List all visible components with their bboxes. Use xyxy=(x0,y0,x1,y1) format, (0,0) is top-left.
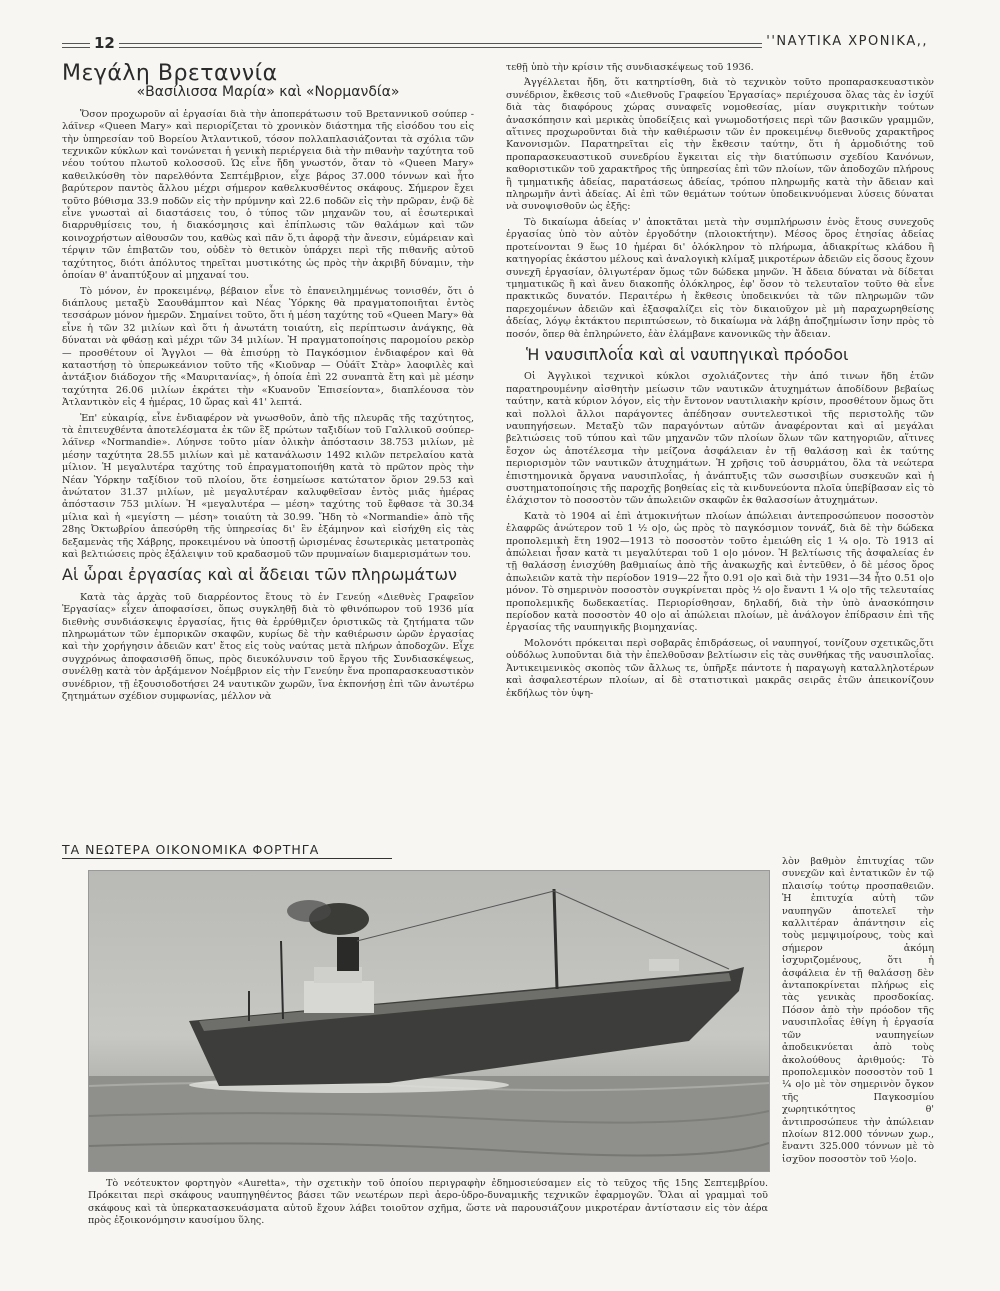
ship-photo xyxy=(88,870,770,1172)
article-paragraph: τεθῇ ὑπὸ τὴν κρίσιν τῆς συνδιασκέψεως τοῦ 1936. xyxy=(506,62,754,73)
page-header xyxy=(62,34,932,54)
article-paragraph: Ἀγγέλλεται ἤδη, ὅτι κατηρτίσθη, διὰ τὸ τεχνικὸν τοῦτο προπαρασκευαστικὸν συνέδριον, ἔκθεσις τοῦ «Διεθνοῦς Γραφείου Ἐργασίας» περιέχουσα ὅλας τὰς ἐν ἰσχύϊ διὰ τὰς διαφόρους χώρας συναφεῖς νομοθεσίας, μίαν συγκριτικὴν τούτων ἀνασκόπησιν καὶ μερικὰς ὑποδείξεις καὶ γνωμοδοτήσεις περὶ τῶν βασικῶν γραμμῶν, αἵτινες προχωροῦνται διὰ τὴν καθιέρωσιν τῶν ἐν προκειμένῳ διεθνοῦς χαρακτῆρος Κανονισμῶν. Παρατηρεῖται εἰς τὴν ἔκθεσιν ταύτην, ὅτι ἡ ἁρμοδιότης τοῦ προπαρασκευαστικοῦ συνεδρίου ἔγκειται εἰς τὴν διατύπωσιν σχεδίου Κανόνων, καθοριστικῶν τοῦ χαρακτῆρος τῆς ὑπηρεσίας ἐπὶ τῶν πλοίων, τῶν ἀποδοχῶν πλήρους ἢ τμηματικῆς ἀδείας, παρατάσεως ἀδείας, τρόπου πληρωμῆς κατὰ τὴν ἄδειαν καὶ πληρωμῆν ἀντὶ ἀδείας. Αἱ ἐπὶ τῶν θεμάτων τούτων ὑποδεικνυόμεναι λύσεις δύναται νὰ συνοψισθοῦν ὡς ἑξῆς: xyxy=(506,77,934,213)
article-paragraph: Τὸ μόνον, ἐν προκειμένῳ, βέβαιον εἶνε τὸ ἐπανειλημμένως τονισθέν, ὅτι ὁ διάπλους μεταξὺ Σαουθάμπτον καὶ Νέας Ὑόρκης θὰ πραγματοποιῆται ἐντὸς τεσσάρων μόνον ἡμερῶν. Σημαίνει τοῦτο, ὅτι ἡ μέση ταχύτης τοῦ «Queen Mary» θὰ εἶνε ἡ τῶν 32 μιλίων καὶ ὅτι ἡ ἀνωτάτη τοιαύτη, εἰς περίπτωσιν ἀνάγκης, θὰ δύναται νὰ φθάσῃ καὶ μέχρι τῶν 34 μιλίων. Ἡ πραγματοποίησις παρομοίου ρεκὸρ — προσθέτουν οἱ Ἄγγλοι — θὰ ἐπισύρῃ τὸ Παγκόσμιον ἐνδιαφέρον καὶ θὰ καταστήσῃ τὸ ὑπερωκεάνιον τοῦτο τῆς «Κιοῦναρ — Οὐάϊτ Στὰρ» λαοφιλὲς καὶ ἀντάξιον διάδοχον τῆς «Μαυριτανίας», ἡ ὁποία ἐπὶ 22 συναπτὰ ἔτη καὶ μὲ μέσην ταχύτητα 26.06 μιλίων ἐκράτει τὴν «Κυανοῦν Ἐπισείοντα», διαπλέουσα τὸν Ἀτλαντικὸν εἰς 4 ἡμέρας, 10 ὥρας καὶ 41' λεπτά. xyxy=(62,285,474,409)
article-subtitle: «Βασίλισσα Μαρία» καὶ «Νορμανδία» xyxy=(136,84,400,101)
page-number: 12 xyxy=(90,34,119,52)
photo-banner: ΤΑ ΝΕΩΤΕΡΑ ΟΙΚΟΝΟΜΙΚΑ ΦΟΡΤΗΓΑ xyxy=(62,842,392,859)
article-title: Μεγάλη Βρεταννία xyxy=(62,61,278,86)
article-paragraph: Οἱ Ἀγγλικοὶ τεχνικοὶ κύκλοι σχολιάζοντες τὴν ἀπό τινων ἤδη ἐτῶν παρατηρουμένην αἰσθητὴν μείωσιν τῶν ναυτικῶν ἀτυχημάτων ἀποδίδουν βεβαίως ταύτην, κατὰ κύριον λόγον, εἰς τὴν ἔντονον ναυτιλιακὴν κρίσιν, προσθέτουν ὅμως ὅτι καὶ πολλοὶ ἄλλοι παράγοντες ἀπέδησαν συντελεστικοὶ τῆς περιστολῆς τῶν ναυπηγήσεων. Μεταξὺ τῶν παραγόντων αὐτῶν ἀναφέρονται καὶ αἱ μεγάλαι βελτιώσεις τοῦ τύπου καὶ τῶν μηχανῶν τῶν πλοίων ὅλων τῶν κατηγοριῶν, αἵτινες ἔσχον ὡς ἀποτέλεσμα τὴν μείζονα ἀσφάλειαν ἐν τῇ θαλάσσῃ καὶ ἐκ ταύτης περιορισμὸν τῶν ναυτικῶν ἀτυχημάτων. Ἡ χρῆσις τοῦ ἀσυρμάτου, ὅλα τὰ νεώτερα ἐπιστημονικὰ ὄργανα ναυσιπλοΐας, ἡ ἀνάπτυξις τῶν σωσσιβίων συσκευῶν καὶ ἡ συστηματοποίησις τῆς παροχῆς βοηθείας εἰς τὰ κινδυνεύοντα πλοῖα ὑπεβίβασαν εἰς τὸ ἐλάχιστον τὸ ποσοστὸν τῶν ἀπωλειῶν σκαφῶν ἐκ θαλασσίων ἀτυχημάτων. xyxy=(506,371,934,507)
section-title: Αἱ ὧραι ἐργασίας καὶ αἱ ἄδειαι τῶν πληρωμάτων xyxy=(62,565,457,585)
ship-funnel xyxy=(337,937,359,971)
article-paragraph: Κατὰ τὸ 1904 αἱ ἐπὶ ἀτμοκινήτων πλοίων ἀπώλειαι ἀντεπροσώπευον ποσοστὸν ἐλαφρῶς ἀνώτερον τοῦ 1 ½ ο|ο, ὡς πρὸς τὸ παγκόσμιον τοννάζ, διὰ δὲ τὴν δώδεκα προπολεμικὴ ἔτη 1902—1913 τὸ ποσοστὸν τοῦτο ἐμειώθη εἰς 1 ¼ ο|ο. Τὸ 1913 αἱ ἀπώλειαι ἦσαν κατὰ τι μεγαλύτεραι τοῦ 1 ο|ο μόνον. Ἡ βελτίωσις τῆς ἀσφαλείας ἐν τῇ θαλάσσῃ ἐνισχύθη βαθμιαίως ἀπὸ τῆς ἀνακωχῆς καὶ ἐντεῦθεν, ὁ δὲ μέσος ὅρος ἀπωλειῶν κατὰ τὴν περίοδον 1919—22 ἦτο 0.91 ο|ο καὶ διὰ τὴν 1931—34 ἦτο 0.51 ο|ο μόνον. Τὸ σημερινὸν ποσοστὸν συγκρίνεται πρὸς ½ ο|ο ἔναντι 1 ¼ ο|ο τῆς τελευταίας προπολεμικῆς δωδεκαετίας. Περιορίσθησαν, δηλαδή, διὰ τὴν ὑπὸ ἀνασκόπησιν περίοδον κατὰ ποσοστὸν 40 ο|ο αἱ ἀπώλειαι πλοίων, μὲ ἀνάλογον ἐπίδρασιν ἐπὶ τῆς ἐργασίας τῆς ναυπηγικῆς βιομηχανίας. xyxy=(506,510,934,634)
article-paragraph: Τὸ δικαίωμα ἀδείας ν' ἀποκτᾶται μετὰ τὴν συμπλήρωσιν ἑνὸς ἔτους συνεχοῦς ἐργασίας ὑπὸ τὸν αὐτὸν ἐργοδότην (πλοιοκτήτην). Μέσος ὅρος ἐτησίας ἀδείας προτείνονται 9 ἕως 10 ἡμέραι δι' ὁλόκληρον τὸ πλήρωμα, ἀδιακρίτως κλάδου ἢ κατηγορίας ἑκάστου μέλους καὶ ἀναλογικὴ κλίμαξ μικροτέρων ἀδειῶν εἰς ὅσους ἔχουν συνεχῆ ἐργασίαν, ὀλιγωτέραν ὅμως τῶν δώδεκα μηνῶν. Ἡ ἄδεια δύναται νὰ δίδεται τμηματικῶς ἢ καὶ ἄνευ διακοπῆς ὁλόκληρος, ἐφ' ὅσον τὸ τελευταῖον τοῦτο θὰ εἶνε πρακτικῶς δυνατόν. Περαιτέρω ἡ ἔκθεσις ὑποδεικνύει τὰ τῶν πληρωμῶν τῶν παρεχομένων ἀδειῶν καὶ ἐξασφαλίζει εἰς τὸν δικαιοῦχον μὲ μὴ παραχωρηθείσης ἀδείας, λόγῳ ἐκτάκτου περιπτώσεων, τὸ δικαίωμα νὰ λάβῃ ἀποζημίωσιν ἴσην πρὸς τὸ ποσόν, ὅπερ θὰ ἐπληρώνετο, ἐὰν ἐλάμβανε κανονικῶς τὴν ἄδειαν. xyxy=(506,216,934,340)
magazine-title: ''ΝΑΥΤΙΚΑ ΧΡΟΝΙΚΑ,, xyxy=(762,34,932,49)
section-title: Ἡ ναυσιπλοΐα καὶ αἱ ναυπηγικαὶ πρόοδοι xyxy=(526,344,849,364)
left-column xyxy=(62,62,474,707)
caption-text: Τὸ νεότευκτον φορτηγὸν «Auretta», τὴν σχετικὴν τοῦ ὁποίου περιγραφὴν ἐδημοσιεύσαμεν εἰς τὸ τεῦχος τῆς 15ης Σεπτεμβρίου. Πρόκειται περὶ σκάφους ναυπηγηθέντος βάσει τῶν νεωτέρων περὶ ἀερο-ὑδρο-δυναμικῆς τεχνικῶν ἐφαρμογῶν. Ὅλαι αἱ γραμμαὶ τοῦ σκάφους καὶ τὰ ὑπερκατασκευάσματα αὐτοῦ ἔχουν λάβει τοιοῦτον σχῆμα, ὥστε νὰ παρουσιάζουν μικροτέραν ἀντίστασιν εἰς τὸν ἀέρα πρὸς ἐξοικονόμησιν καυσίμου ὕλης. xyxy=(88,1178,768,1227)
article-paragraph: Ὅσον προχωροῦν αἱ ἐργασίαι διὰ τὴν ἀποπεράτωσιν τοῦ Βρεταννικοῦ σούπερ - λάϊνερ «Queen Mary» καὶ περιορίζεται τὸ χρονικὸν διάστημα τῆς εἰσόδου του εἰς τὴν ὑπηρεσίαν τοῦ Βορείου Ἀτλαντικοῦ, τόσον πολλαπλασιάζονται τὰ σχόλια τῶν τεχνικῶν κύκλων καὶ τονώνεται ἡ γενικὴ περιέργεια διὰ τὴν πιθανὴν ταχύτητα τοῦ νέου τούτου πλωτοῦ κολοσσοῦ. Ὡς εἶνε ἤδη γνωστόν, ὅταν τὸ «Queen Mary» καθειλκύσθη τὸν παρελθόντα Σεπτέμβριον, εἶχε βάρος 37.000 τόννων καὶ ἦτο βαρύτερον παντὸς ἄλλου μέχρι σήμερον καθελκυσθέντος σκάφους. Σήμερον ἔχει τοῦτο βύθισμα 33.9 ποδῶν εἰς τὴν πρύμνην καὶ 22.6 ποδῶν εἰς τὴν πρῶραν, ἐνῷ δὲ εἶνε γνωσταὶ αἱ διαστάσεις του, ὁ τύπος τῶν μηχανῶν του, αἱ ἐσωτερικαὶ διαρρυθμίσεις του, ἡ διακόσμησις καὶ ἐπίπλωσις τῶν θαλάμων καὶ τῶν κοινοχρήστων αἰθουσῶν του, καθὼς καὶ πᾶν ὅ,τι ἀφορᾷ τὴν ἄνεσιν, εὐμάρειαν καὶ τέρψιν τῶν ἐπιβατῶν του, οὐδὲν τὸ θετικὸν ὑπάρχει περὶ τῆς πιθανῆς αὐτοῦ ταχύτητος, διότι ἀπόλυτος τηρεῖται μυστικότης ὡς πρὸς τὴν ἀκριβῆ δύναμιν, τὴν ὁποίαν θ' ἀναπτύξουν αἱ μηχαναί του. xyxy=(62,108,474,282)
article-paragraph: λὸν βαθμὸν ἐπιτυχίας τῶν συνεχῶν καὶ ἐντατικῶν ἐν τῷ πλαισίῳ τούτῳ προσπαθειῶν. Ἡ ἐπιτυχία αὐτὴ τῶν ναυπηγῶν ἀποτελεῖ τὴν καλλιτέραν ἀπάντησιν εἰς τοὺς μεμψιμοίρους, τοὺς καὶ σήμερον ἀκόμη ἰσχυριζομένους, ὅτι ἡ ἀσφάλεια ἐν τῇ θαλάσσῃ δὲν ἀνταποκρίνεται πλήρως εἰς τὰς γενικὰς προσδοκίας. Πόσον ἀπὸ τὴν πρόοδον τῆς ναυσιπλοΐας ἐθίγη ἡ ἐργασία τῶν ναυπηγείων ἀποδεικνύεται ἀπὸ τοὺς ἀκολούθους ἀριθμούς: Τὸ προπολεμικὸν ποσοστὸν τοῦ 1 ¼ ο|ο μὲ τὸν σημερινὸν ὄγκον τῆς Παγκοσμίου χωρητικότητος θ' ἀντιπροσώπευε τὴν ἀπώλειαν πλοίων 812.000 τόννων χωρ., ἔναντι 325.000 τόννων μὲ τὸ ἰσχῦον ποσοστὸν τοῦ ½ο|ο. xyxy=(782,856,934,1165)
article-paragraph: Κατὰ τὰς ἀρχὰς τοῦ διαρρέοντος ἔτους τὸ ἐν Γενεύῃ «Διεθνὲς Γραφεῖον Ἐργασίας» εἶχεν ἀποφασίσει, ὅπως συγκληθῇ διὰ τὸ φθινόπωρον τοῦ 1936 μία διεθνὴς συνδιάσκεψις ἐργασίας, ἥτις θὰ ἐρρύθμιζεν ὁριστικῶς τὰ ζητήματα τῶν πληρωμάτων τῶν ἐμπορικῶν σκαφῶν, κυρίως δὲ τὴν καθιέρωσιν ὡρῶν ἐργασίας καὶ τὴν χορήγησιν ἀδειῶν κατ' ἔτος εἰς τοὺς ναύτας μετὰ πλήρων ἀποδοχῶν. Εἶχε συγχρόνως ἀποφασισθῆ ὅπως, πρὸς διευκόλυνσιν τοῦ ἔργου τῆς Συνδιασκέψεως, συνέλθῃ κατὰ τὸν ἀρξάμενον Νοέμβριον εἰς τὴν Γενεύην ἕνα προπαρασκευαστικὸν συνέδριον, τῇ ἐξουσιοδοτήσει 24 ναυτικῶν χωρῶν, ἵνα ἐκπονήσῃ ἐπὶ τῶν ἀνωτέρω ζητημάτων σχέδιον συμφωνίας, μέλλον νὰ xyxy=(62,591,474,703)
photo-caption xyxy=(88,1178,768,1228)
article-paragraph: Μολονότι πρόκειται περὶ σοβαρᾶς ἐπιδράσεως, οἱ ναυπηγοί, τονίζουν σχετικῶς,ὅτι οὐδόλως λυποῦνται διὰ τὴν ἐπελθοῦσαν βελτίωσιν εἰς τὰς συνθήκας τῆς ναυσιπλοΐας. Ἀντικειμενικὸς σκοπὸς τῶν ἄλλως τε, ὑπῆρξε πάντοτε ἡ παραγωγὴ καταλληλοτέρων καὶ ἀσφαλεστέρων πλοίων, αἱ δὲ στατιστικαὶ μακρᾶς σειρᾶς ἐτῶν ἀπεικονίζουν ἐκδήλως τὸν ὑψη- xyxy=(506,637,934,699)
right-column xyxy=(506,62,934,703)
article-paragraph: Ἐπ' εὐκαιρίᾳ, εἶνε ἐνδιαφέρον νὰ γνωσθοῦν, ἀπὸ τῆς πλευρᾶς τῆς ταχύτητος, τὰ ἐπιτευχθέντα ἀποτελέσματα ἐκ τῶν ἓξ πρώτων ταξιδίων τοῦ Γαλλικοῦ σούπερ-λάϊνερ «Normandie». Λύηνσε τοῦτο μίαν ὁλικὴν ἀπόστασιν 38.753 μιλίων, μὲ μέσην ταχύτητα 28.55 μιλίων καὶ μὲ κατανάλωσιν 1492 κιλῶν πετρελαίου κατὰ μίλιον. Ἡ μεγαλυτέρα ταχύτης τοῦ ἐπραγματοποιήθη κατὰ τὸ πρῶτον πρὸς τὴν Νέαν Ὑόρκην ταξίδιον τοῦ πλοίου, ὅτε ἐσημείωσε κατώτατον ὅριον 29.53 καὶ ἀνώτατον 31.37 μιλίων, μὲ μεγαλυτέραν καλυφθεῖσαν ἐντὸς μιᾶς ἡμέρας ἀπόστασιν 753 μιλίων. Ἡ «μεγαλυτέρα — μέση» ταχύτης τοῦ ἔφθασε τὰ 30.34 μίλια καὶ ἡ «μεγίστη — μέση» τοιαύτη τὰ 30.99. Ἤδη τὸ «Normandie» ἀπὸ τῆς 28ης Ὀκτωβρίου ἀπεσύρθη τῆς ὑπηρεσίας δι' ἓν ἑξάμηνον καὶ εἰσήχθη εἰς τὰς δεξαμενὰς τῆς Χάβρης, προκειμένου νὰ ὑποστῇ ὡρισμένας ἐσωτερικὰς μετατροπὰς καὶ βελτιώσεις πρὸς ἐξάλειψιν τοῦ κραδασμοῦ τῶν πρυμναίων διαμερισμάτων του. xyxy=(62,412,474,561)
ship-superstructure xyxy=(304,981,374,1013)
ship-mast xyxy=(554,889,557,989)
cargo-ship-image xyxy=(89,871,769,1171)
narrow-column xyxy=(782,856,934,1166)
